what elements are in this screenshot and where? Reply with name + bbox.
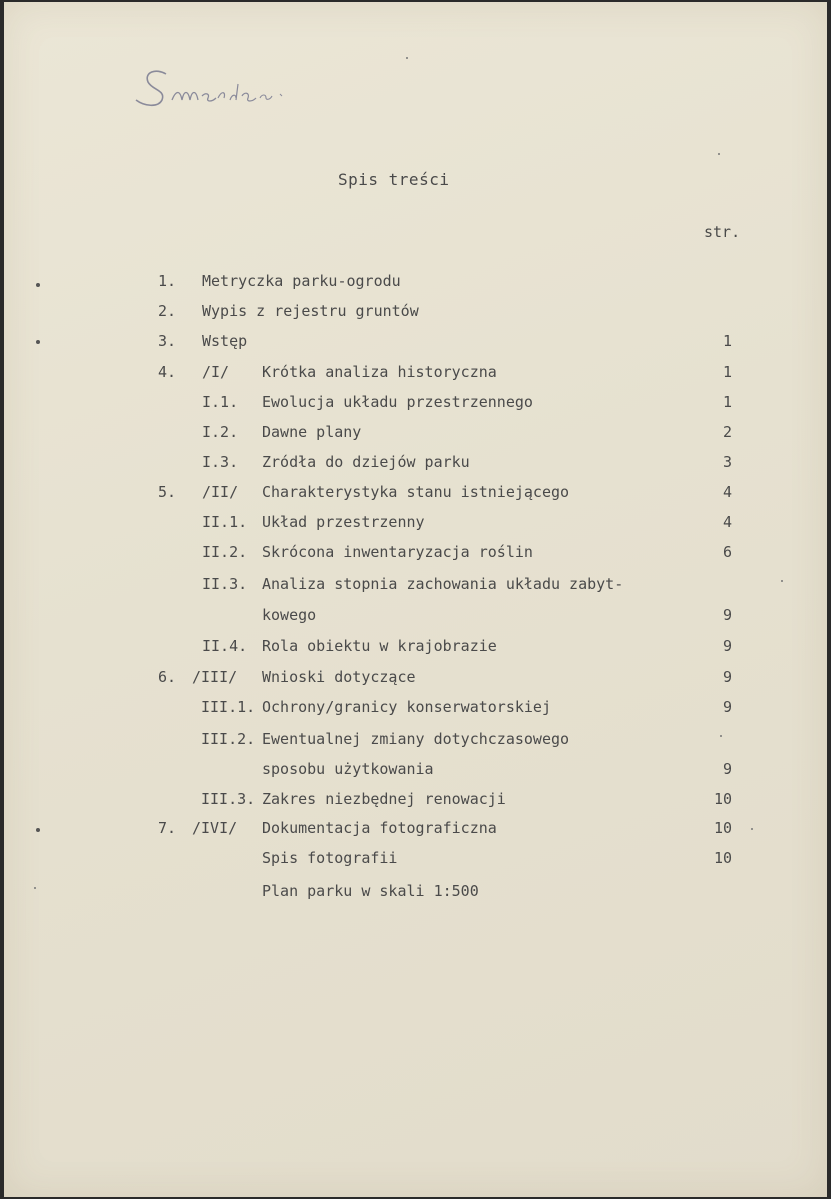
toc-entry-label: Zródła do dziejów parku <box>262 453 470 471</box>
toc-entry <box>4 668 827 690</box>
toc-entry-label: Wstęp <box>202 332 248 350</box>
toc-entry-page: 1 <box>722 393 732 411</box>
toc-entry-page: 9 <box>722 668 732 686</box>
toc-entry <box>4 393 827 415</box>
toc-entry <box>4 575 827 597</box>
toc-entry-section: II.2. <box>202 543 248 561</box>
paper-speck <box>720 735 722 737</box>
toc-entry-label: Plan parku w skali 1:500 <box>262 882 479 900</box>
toc-entry <box>4 882 827 904</box>
toc-entry-section: I.1. <box>202 393 239 411</box>
toc-entry <box>4 760 827 782</box>
toc-entry-label: Wypis z rejestru gruntów <box>202 302 419 320</box>
toc-entry-page: 2 <box>722 423 732 441</box>
toc-entry-page: 10 <box>713 790 732 808</box>
toc-entry-page: 9 <box>722 698 732 716</box>
toc-entry-label: Ewolucja układu przestrzennego <box>262 393 533 411</box>
toc-entry-number: 7. <box>158 819 177 837</box>
toc-entry <box>4 453 827 475</box>
toc-entry-section: /I/ <box>202 363 230 381</box>
toc-entry <box>4 423 827 445</box>
toc-entry-label: Rola obiektu w krajobrazie <box>262 637 497 655</box>
toc-entry-section: /II/ <box>202 483 239 501</box>
toc-entry-label: Skrócona inwentaryzacja roślin <box>262 543 533 561</box>
toc-entry <box>4 606 827 628</box>
handwritten-signature <box>126 60 306 120</box>
toc-entry-section: II.3. <box>202 575 248 593</box>
toc-entry-label: Ewentualnej zmiany dotychczasowego <box>262 730 570 748</box>
paper-speck <box>751 828 753 830</box>
toc-entry-page: 9 <box>722 606 732 624</box>
toc-entry-page: 1 <box>722 332 732 350</box>
toc-entry-page: 4 <box>722 483 732 501</box>
toc-entry-section: /III/ <box>192 668 238 686</box>
toc-entry-section: /IVI/ <box>192 819 238 837</box>
toc-entry-label: Dawne plany <box>262 423 362 441</box>
toc-entry-number: 4. <box>158 363 177 381</box>
toc-entry-number: 5. <box>158 483 177 501</box>
toc-entry-label: Metryczka parku-ogrodu <box>202 272 401 290</box>
margin-dot <box>36 283 40 287</box>
toc-entry <box>4 698 827 720</box>
paper-speck <box>781 580 783 582</box>
toc-entry-label: Wnioski dotyczące <box>262 668 416 686</box>
toc-entry-section: II.1. <box>202 513 248 531</box>
toc-entry-number: 3. <box>158 332 177 350</box>
toc-entry <box>4 730 827 752</box>
toc-entry-label: Układ przestrzenny <box>262 513 425 531</box>
toc-entry-label: Krótka analiza historyczna <box>262 363 497 381</box>
toc-entry-label: Zakres niezbędnej renowacji <box>262 790 506 808</box>
toc-entry-label: Dokumentacja fotograficzna <box>262 819 497 837</box>
toc-entry <box>4 483 827 505</box>
toc-entry-section: II.4. <box>202 637 248 655</box>
paper-speck <box>34 887 36 889</box>
toc-entry-number: 2. <box>158 302 177 320</box>
margin-dot <box>36 828 40 832</box>
toc-entry-label: sposobu użytkowania <box>262 760 434 778</box>
toc-entry <box>4 332 827 354</box>
toc-entry-page: 4 <box>722 513 732 531</box>
toc-entry-section: III.2. <box>201 730 256 748</box>
toc-entry-section: III.1. <box>201 698 256 716</box>
toc-entry-page: 10 <box>713 849 732 867</box>
toc-entry <box>4 543 827 565</box>
paper-speck <box>406 57 408 59</box>
margin-dot <box>36 340 40 344</box>
toc-entry-label: kowego <box>262 606 317 624</box>
toc-entry-page: 10 <box>713 819 732 837</box>
toc-entry-page: 6 <box>722 543 732 561</box>
toc-entry-label: Spis fotografii <box>262 849 398 867</box>
toc-entry-section: I.3. <box>202 453 239 471</box>
toc-entry-number: 1. <box>158 272 177 290</box>
document-page <box>4 2 827 1197</box>
toc-entry-page: 9 <box>722 760 732 778</box>
toc-entry-page: 3 <box>722 453 732 471</box>
toc-entry-section: III.3. <box>201 790 256 808</box>
toc-entry <box>4 637 827 659</box>
document-title: Spis treści <box>338 170 450 189</box>
toc-entry-page: 1 <box>722 363 732 381</box>
toc-entry <box>4 513 827 535</box>
toc-entry <box>4 790 827 812</box>
toc-entry-page: 9 <box>722 637 732 655</box>
toc-entry <box>4 363 827 385</box>
page-column-header: str. <box>704 223 741 241</box>
toc-entry-section: I.2. <box>202 423 239 441</box>
toc-entry <box>4 849 827 871</box>
toc-entry-label: Analiza stopnia zachowania układu zabyt- <box>262 575 624 593</box>
toc-entry <box>4 302 827 324</box>
toc-entry <box>4 819 827 841</box>
toc-entry <box>4 272 827 294</box>
toc-entry-label: Ochrony/granicy konserwatorskiej <box>262 698 551 716</box>
toc-entry-label: Charakterystyka stanu istniejącego <box>262 483 570 501</box>
paper-speck <box>718 153 720 155</box>
toc-entry-number: 6. <box>158 668 177 686</box>
